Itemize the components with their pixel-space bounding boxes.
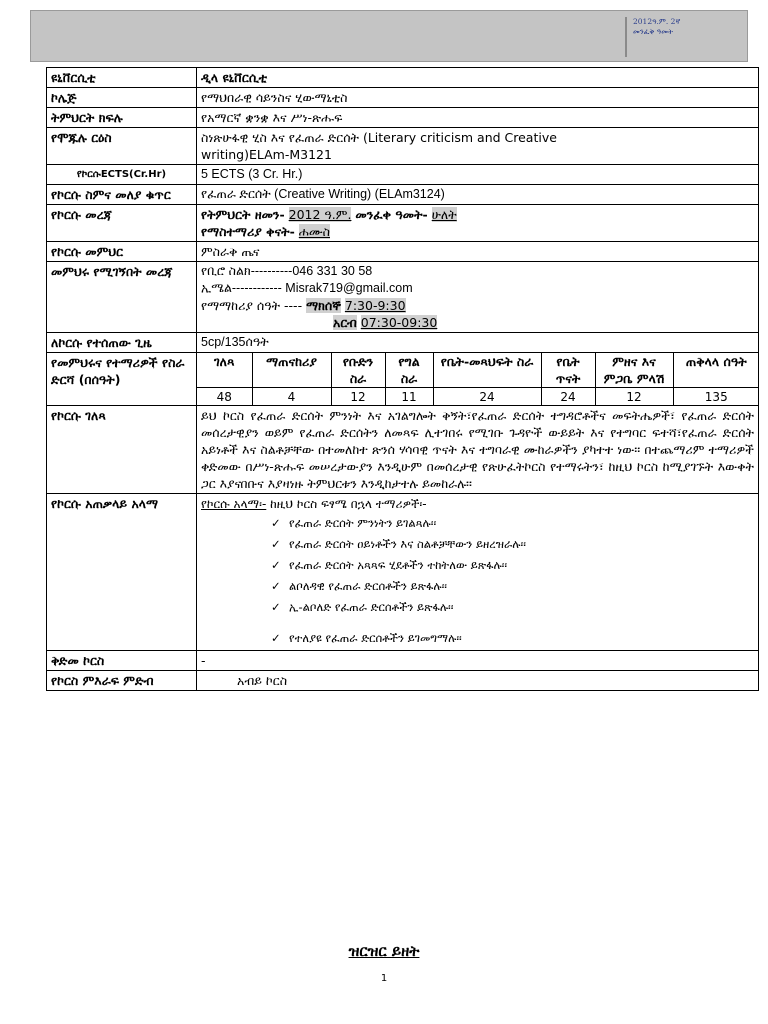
hours-value: 24 [433,388,541,406]
department-value: የአማርኛ ቋንቋ እና ሥነ-ጽሑፍ [197,108,759,128]
hours-header: የቤት ጥናት [541,353,595,388]
university-label: ዩኒቨርሲቲ [47,68,197,88]
objective-item: ✓ የፈጠራ ድርሰት ምንነትን ይገልጻሉ፡፡ [271,513,754,534]
header-note [633,17,680,37]
row-module [47,128,759,165]
contact-value [197,262,759,333]
category-value: አብይ ኮርስ [197,671,759,691]
prereq-label: ቅድመ ኮርስ [47,651,197,671]
office-hours-day1: ማክሰኞ [306,298,341,313]
check-icon: ✓ [271,537,281,551]
course-info-value [197,205,759,242]
office-hours-time2: 07:30-09:30 [360,315,438,330]
prereq-value: - [197,651,759,671]
hours-header-row [197,353,759,388]
check-icon: ✓ [271,600,281,614]
credit-value: 5cp/135ሰዓት [197,333,759,353]
teaching-days: ሐሙስ [298,224,330,239]
teaching-days-prefix: የማስተማሪያ ቀናት- [201,224,295,239]
hours-header: የቡድን ስራ [331,353,385,388]
module-value [197,128,759,165]
module-value-line1: ስነጽሁፋዊ ሂስ እና የፈጠራ ድርሰት (Literary criticism and Creative [201,130,557,145]
check-icon: ✓ [271,579,281,593]
hours-value: 12 [331,388,385,406]
row-description [47,406,759,494]
header-note-line2: መንፈቅ ዓመት [633,27,674,36]
objectives-intro-text: ከዚህ ኮርስ ፍፃሜ በኋላ ተማሪዎች፡- [270,497,427,511]
hours-header: የግል ስራ [385,353,433,388]
description-text: ይህ ኮርስ የፈጠራ ድርሰት ምንነት እና አገልግሎት ቅኝት፣የፈጠራ ድርሰት ተግዳሮቶችና መፍትሔዎች፣ የፈጠራ ድርሰት መሰረታዊያን ወይም የፈጠራ ድርሰትን ለመጻፍ ሊተገበሩ የሚገቡ ጉዳዮች ውይይት እና የተግባር ፍተሻ፣የፈጠራ ድርሰት አይነቶች እና ስልቶቻቸው በተመለከተ ጽንሰ ሃሳባዊ ጥናት እና ተግባራዊ ሙከራዎችን ያካተተ ነው፡፡ በተጨማሪም ተማሪዎች ቀድመው በሥነ-ጽሑፍ መሠረታውያን እንዲሁም በመሰረታዊ የጽሁፈትኮርስ የተማሩትን፣ ከዚህ ኮርስ ከሚያገኙት እውቀት ጋር እያናበቡና እያዛነዙ ትምህርቱን እንዲከታተሉ ይመከራሉ፡፡ [197,406,759,494]
course-name-label: የኮርሱ ስምና መለያ ቁጥር [47,185,197,205]
check-icon: ✓ [271,558,281,572]
college-value: የማህበራዊ ሳይንስና ሂውማኒቲስ [197,88,759,108]
course-name-value: የፈጠራ ድርሰት (Creative Writing) (ELAm3124) [197,185,759,205]
hours-table [197,353,759,405]
hours-value: 24 [541,388,595,406]
objective-item: ✓ ኢ-ልቦለድ የፈጠራ ድርሰቶችን ይጽፋሉ፡፡ [271,597,754,618]
objective-item: ✓ የተለያዩ የፈጠራ ድርሰቶችን ይገመግማሉ፡፡ [271,628,754,649]
module-value-line2: writing)ELAm-M3121 [201,147,332,162]
hours-value: 11 [385,388,433,406]
hours-value: 135 [673,388,759,406]
hours-header: ምዘና እና ምጋቤ ምላሽ [595,353,673,388]
section-heading: ዝርዝር ይዘት [348,942,420,960]
academic-year-prefix: የትምህርት ዘመን- [201,207,285,222]
header-divider [625,17,627,57]
objectives-content [197,494,759,651]
office-phone: የቢሮ ስልክ----------046 331 30 58 [201,264,373,278]
course-info-label: የኮርሱ መረጃ [47,205,197,242]
credit-label: ለኮርሱ የተሰጠው ጊዜ [47,333,197,353]
semester-prefix: መንፈቀ ዓመት- [355,207,428,222]
hours-header: ማጠናከሪያ [252,353,331,388]
objectives-label: የኮርሱ አጠቃላይ አላማ [47,494,197,651]
category-label: የኮርስ ምእራፍ ምድብ [47,671,197,691]
college-label: ኮሌጅ [47,88,197,108]
objective-item: ✓ የፈጠራ ድርሰት አጻጻፍ ሂደቶችን ተከትለው ይጽፋሉ፡፡ [271,555,754,576]
instructor-label: የኮርሱ መምህር [47,242,197,262]
header-band [30,10,748,62]
row-category [47,671,759,691]
row-objectives [47,494,759,651]
department-label: ትምህርት ክፍሉ [47,108,197,128]
hours-value: 48 [197,388,252,406]
semester-value: ሁለት [431,207,457,222]
module-label: የሞጁሉ ርዕስ [47,128,197,165]
hours-label: የመምህሩና የተማሪዎች የስራ ድርሻ (በሰዓት) [47,353,197,406]
row-course-name [47,185,759,205]
hours-header: ጠቅላላ ሰዓት [673,353,759,388]
check-icon: ✓ [271,631,281,645]
instructor-value: ምስራቅ ጤና [197,242,759,262]
row-instructor [47,242,759,262]
row-credit [47,333,759,353]
university-value: ዲላ ዩኒቨርሲቲ [197,68,759,88]
ects-label: የኮርሱECTS(Cr.Hr) [47,165,197,185]
row-prereq [47,651,759,671]
objectives-list [201,513,754,649]
row-ects [47,165,759,185]
check-icon: ✓ [271,516,281,530]
row-department [47,108,759,128]
hours-header: ገለጻ [213,354,235,369]
hours-header: የቤት-መጻህፍት ስራ [433,353,541,388]
row-course-info [47,205,759,242]
office-hours-day2: አርብ [333,315,357,330]
row-contact [47,262,759,333]
ects-value: 5 ECTS (3 Cr. Hr.) [197,165,759,185]
row-hours [47,353,759,406]
objective-item: ✓ ልቦለዳዊ የፈጠራ ድርሰቶችን ይጽፋሉ፡፡ [271,576,754,597]
hours-value: 12 [595,388,673,406]
course-info-table [46,67,759,691]
objectives-intro-heading: የኮርሱ አላማ፡- [201,497,267,511]
office-hours-time1: 7:30-9:30 [344,298,406,313]
email: ኢሜል------------ Misrak719@gmail.com [201,281,413,295]
contact-label: መምህሩ የሚገኝበት መረጃ [47,262,197,333]
page-number: 1 [380,973,388,984]
office-hours-prefix: የማማከሪያ ሰዓት ---- [201,298,303,313]
row-university [47,68,759,88]
hours-value: 4 [252,388,331,406]
header-note-line1: 2012ዓ.ም. 2ኛ [633,17,681,26]
hours-breakdown [197,353,759,406]
row-college [47,88,759,108]
hours-values-row [197,388,759,406]
objective-item: ✓ የፈጠራ ድርሰት ዐይነቶችን እና ስልቶቻቸውን ይዘረዝራሉ፡፡ [271,534,754,555]
description-label: የኮርሱ ገለጻ [47,406,197,494]
academic-year: 2012 ዓ.ም. [288,207,352,222]
